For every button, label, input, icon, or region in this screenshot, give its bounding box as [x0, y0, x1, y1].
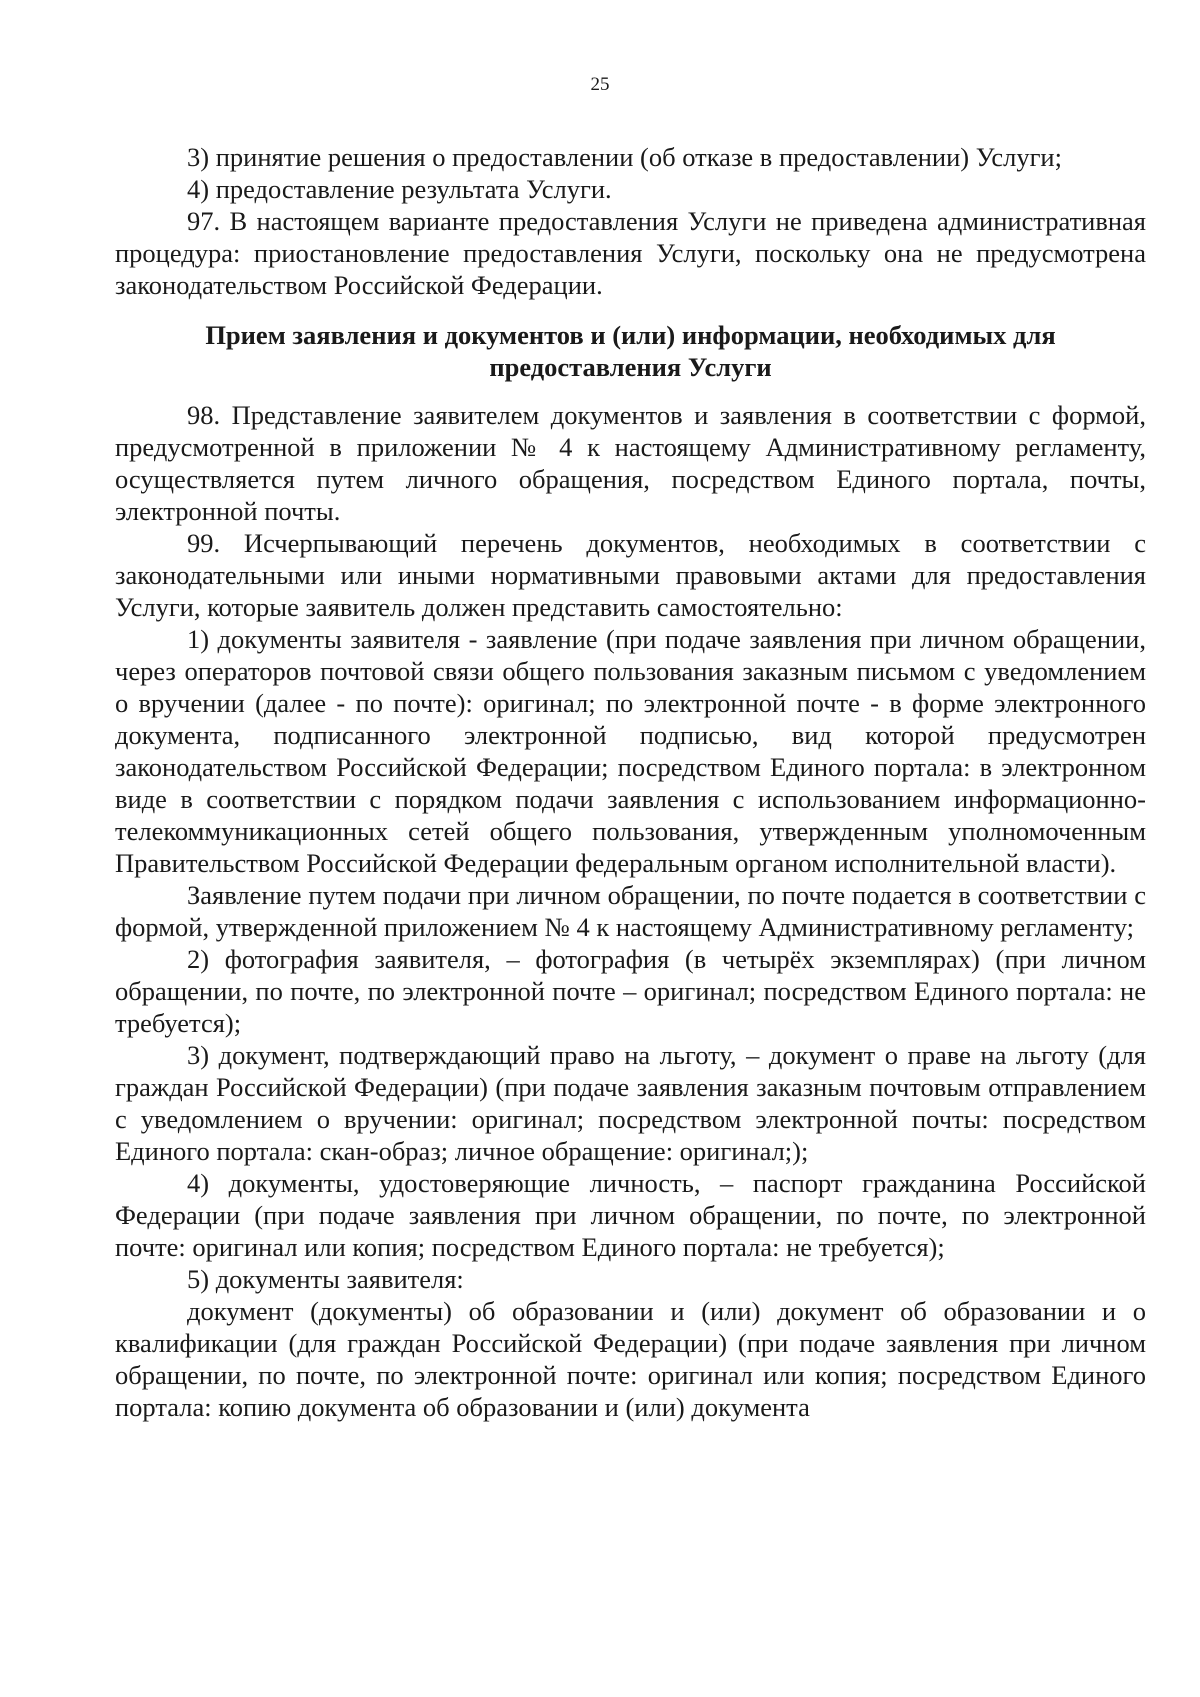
- list-item-4-result: 4) предоставление результата Услуги.: [187, 174, 612, 204]
- paragraph-education-documents: документ (документы) об образовании и (или) документ об образовании и о квалификации (для граждан Российской Федерации) (при подаче заявления при личном обращении, по почте, по электронной почте: оригинал или копия; посредством Единого портала: копию документа об образовании и (или) документа: [115, 1296, 1146, 1422]
- list-item-3-decision: 3) принятие решения о предоставлении (об отказе в предоставлении) Услуги;: [187, 142, 1062, 172]
- list-item-5-applicant-documents: 5) документы заявителя:: [187, 1264, 464, 1294]
- paragraph-application-form: Заявление путем подачи при личном обращении, по почте подается в соответствии с формой, утвержденной приложением № 4 к настоящему Административному регламенту;: [115, 880, 1146, 942]
- page-number: 25: [590, 74, 610, 95]
- document-body: [115, 141, 1146, 1423]
- paragraph-99: 99. Исчерпывающий перечень документов, необходимых в соответствии с законодательными или иными нормативными правовыми актами для предоставления Услуги, которые заявитель должен представить самостоятельно:: [115, 528, 1146, 622]
- paragraph-97: 97. В настоящем варианте предоставления Услуги не приведена административная процедура: приостановление предоставления Услуги, поскольку она не предусмотрена законодательством Российской Федерации.: [115, 206, 1146, 300]
- list-item-2-photo: 2) фотография заявителя, – фотография (в четырёх экземплярах) (при личном обращении, по почте, по электронной почте – оригинал; посредством Единого портала: не требуется);: [115, 944, 1146, 1038]
- list-item-1-applicant-documents: 1) документы заявителя - заявление (при подаче заявления при личном обращении, через операторов почтовой связи общего пользования заказным письмом с уведомлением о вручении (далее - по почте): оригинал; по электронной почте - в форме электронного документа, подписанного электронной подписью, вид которой предусмотрен законодательством Российской Федерации; посредством Единого портала: в электронном виде в соответствии с порядком подачи заявления с использованием информационно-телекоммуникационных сетей общего пользования, утвержденным уполномоченным Правительством Российской Федерации федеральным органом исполнительной власти).: [115, 624, 1146, 878]
- list-item-4-identity-documents: 4) документы, удостоверяющие личность, – паспорт гражданина Российской Федерации (при подаче заявления при личном обращении, по почте, по электронной почте: оригинал или копия; посредством Единого портала: не требуется);: [115, 1168, 1146, 1262]
- section-heading: Прием заявления и документов и (или) информации, необходимых для предоставления Услуги: [205, 320, 1056, 382]
- list-item-3-benefit-document: 3) документ, подтверждающий право на льготу, – документ о праве на льготу (для граждан Российской Федерации) (при подаче заявления заказным почтовым отправлением с уведомлением о вручении: оригинал; посредством электронной почты: посредством Единого портала: скан-образ; личное обращение: оригинал;);: [115, 1040, 1146, 1166]
- paragraph-98: 98. Представление заявителем документов и заявления в соответствии с формой, предусмотренной в приложении № 4 к настоящему Административному регламенту, осуществляется путем личного обращения, посредством Единого портала, почты, электронной почты.: [115, 400, 1146, 526]
